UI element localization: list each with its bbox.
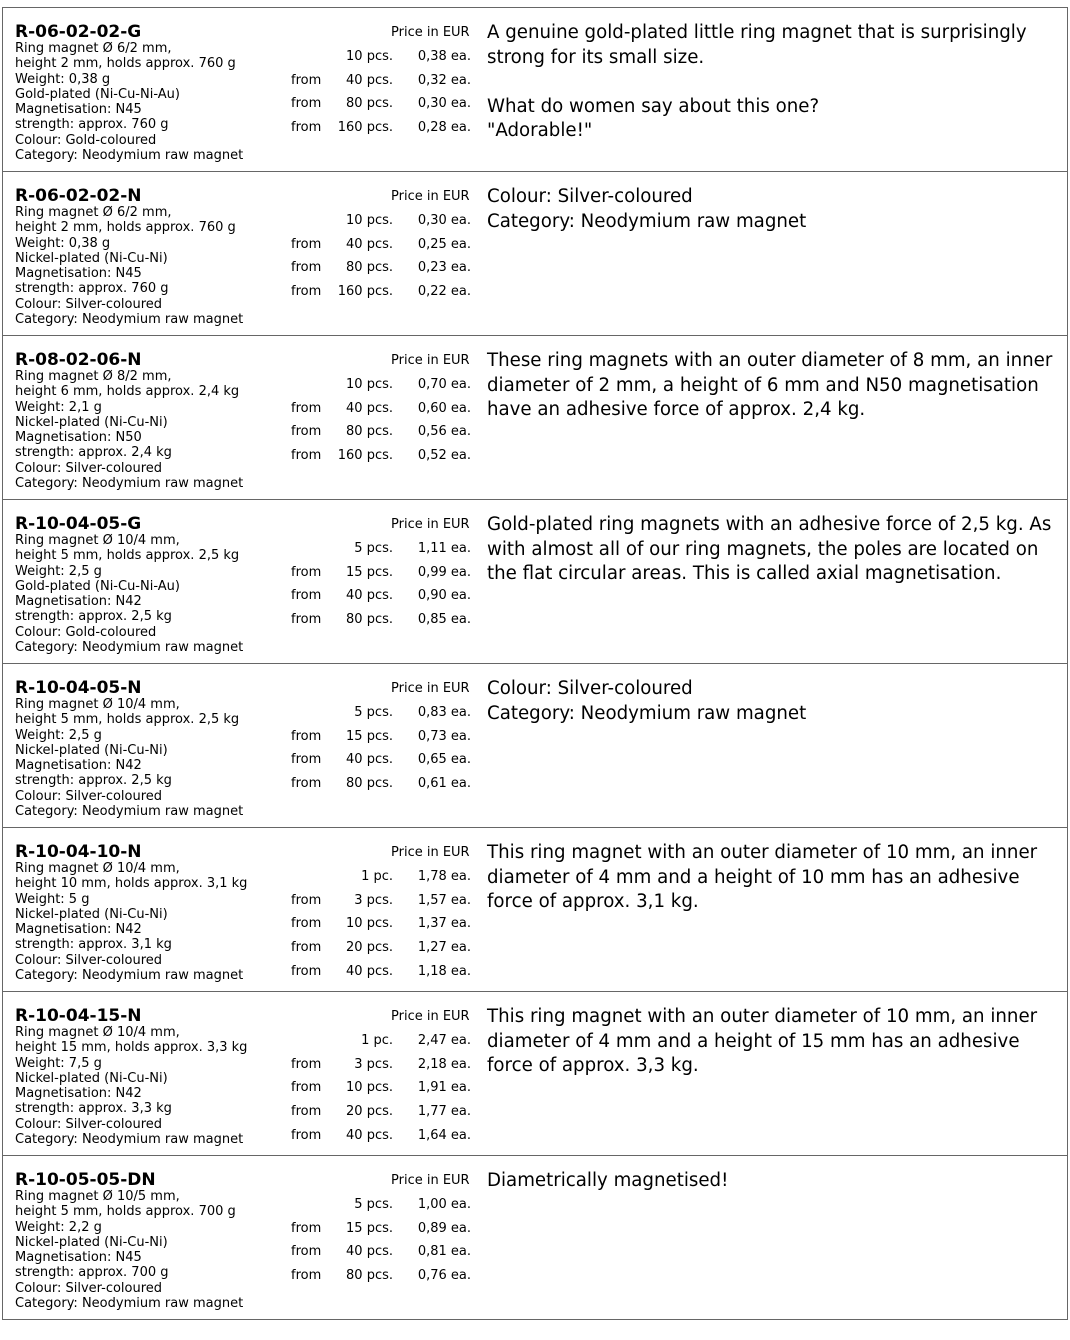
spec-line: strength: approx. 2,5 kg	[15, 609, 172, 625]
product-description	[487, 677, 1059, 726]
spec-line: Ring magnet Ø 10/4 mm,	[15, 1025, 180, 1040]
description-paragraph: This ring magnet with an outer diameter of 10 mm, an inner diameter of 4 mm and a height of 10 mm has an adhesive force of approx. 3,1 kg.	[487, 842, 1038, 912]
tier-from-label: from	[291, 612, 322, 628]
price-header: Price in EUR	[391, 1173, 470, 1188]
spec-line: strength: approx. 3,1 kg	[15, 937, 172, 953]
spec-line: height 5 mm, holds approx. 700 g	[15, 1204, 236, 1220]
tier-quantity: 80 pcs.	[346, 96, 393, 112]
product-sku: R-10-04-05-N	[15, 678, 142, 698]
tier-quantity: 40 pcs.	[346, 588, 393, 604]
price-tier	[291, 1221, 471, 1245]
spec-line: strength: approx. 760 g	[15, 117, 169, 133]
spec-line: height 2 mm, holds approx. 760 g	[15, 56, 236, 72]
tier-quantity: 10 pcs.	[346, 1080, 393, 1096]
tier-unit-price: 2,18 ea.	[417, 1056, 471, 1072]
tier-unit-price: 0,56 ea.	[417, 424, 471, 440]
spec-line: height 2 mm, holds approx. 760 g	[15, 220, 236, 236]
price-tier	[291, 448, 471, 472]
price-tier	[291, 541, 471, 565]
spec-line: Ring magnet Ø 6/2 mm,	[15, 41, 172, 56]
product-row	[3, 172, 1067, 336]
description-paragraph: A genuine gold-plated little ring magnet that is surprisingly strong for its small size.	[487, 22, 1027, 68]
tier-quantity: 160 pcs.	[337, 448, 393, 464]
spec-line: height 10 mm, holds approx. 3,1 kg	[15, 876, 248, 892]
product-sku: R-10-04-05-G	[15, 514, 142, 534]
spec-line: Weight: 2,2 g	[15, 1219, 102, 1235]
price-tier	[291, 284, 471, 308]
tier-from-label: from	[291, 236, 322, 252]
product-specs	[15, 1189, 243, 1311]
description-paragraph: Colour: Silver-coloured	[487, 186, 693, 207]
tier-unit-price: 1,11 ea.	[417, 541, 471, 556]
spec-line: Weight: 2,5 g	[15, 727, 102, 743]
tier-from-label: from	[291, 892, 322, 908]
spec-line: height 5 mm, holds approx. 2,5 kg	[15, 712, 240, 728]
tier-unit-price: 0,81 ea.	[417, 1244, 471, 1260]
tier-quantity: 40 pcs.	[346, 752, 393, 768]
spec-line: strength: approx. 700 g	[15, 1265, 169, 1281]
spec-line: strength: approx. 760 g	[15, 281, 169, 297]
description-paragraph	[487, 70, 1059, 95]
spec-line: Weight: 2,1 g	[15, 399, 102, 415]
tier-quantity: 5 pcs.	[354, 1197, 393, 1212]
price-tier	[291, 1268, 471, 1292]
price-tier	[291, 1033, 471, 1057]
price-tier	[291, 776, 471, 800]
spec-line: Magnetisation: N42	[15, 758, 142, 774]
tier-quantity: 80 pcs.	[346, 260, 393, 276]
price-tier	[291, 893, 471, 917]
spec-line: Category: Neodymium raw magnet	[15, 312, 244, 328]
spec-line: strength: approx. 3,3 kg	[15, 1101, 172, 1117]
description-paragraph: This ring magnet with an outer diameter of 10 mm, an inner diameter of 4 mm and a height of 15 mm has an adhesive force of approx. 3,3 kg.	[487, 1006, 1038, 1076]
tier-unit-price: 1,77 ea.	[417, 1104, 471, 1120]
price-tier	[291, 73, 471, 97]
product-sku: R-10-05-05-DN	[15, 1170, 156, 1190]
product-description	[487, 1169, 1059, 1194]
product-sku: R-06-02-02-N	[15, 186, 142, 206]
product-row	[3, 828, 1067, 992]
price-tier	[291, 1128, 471, 1152]
tier-quantity: 40 pcs.	[346, 963, 393, 979]
price-tiers	[291, 377, 471, 472]
tier-from-label: from	[291, 916, 322, 932]
tier-from-label: from	[291, 776, 322, 792]
spec-line: Gold-plated (Ni-Cu-Ni-Au)	[15, 578, 180, 594]
product-description	[487, 513, 1059, 587]
tier-unit-price: 1,57 ea.	[417, 892, 471, 908]
tier-unit-price: 0,22 ea.	[417, 284, 471, 300]
tier-unit-price: 1,64 ea.	[417, 1127, 471, 1143]
spec-line: Category: Neodymium raw magnet	[15, 476, 244, 492]
tier-unit-price: 0,85 ea.	[417, 612, 471, 628]
price-tier	[291, 729, 471, 753]
spec-line: Magnetisation: N50	[15, 430, 142, 446]
tier-quantity: 80 pcs.	[346, 424, 393, 440]
tier-from-label: from	[291, 120, 322, 136]
tier-unit-price: 0,73 ea.	[417, 728, 471, 744]
spec-line: Weight: 0,38 g	[15, 235, 111, 251]
tier-from-label: from	[291, 424, 322, 440]
price-tiers	[291, 213, 471, 308]
spec-line: Colour: Silver-coloured	[15, 788, 163, 804]
spec-line: Weight: 0,38 g	[15, 71, 111, 87]
tier-unit-price: 1,78 ea.	[417, 869, 471, 884]
price-tier	[291, 565, 471, 589]
tier-quantity: 10 pcs.	[346, 49, 393, 64]
tier-unit-price: 0,32 ea.	[417, 72, 471, 88]
spec-line: Weight: 5 g	[15, 891, 90, 907]
tier-from-label: from	[291, 1244, 322, 1260]
tier-unit-price: 0,60 ea.	[417, 400, 471, 416]
product-row	[3, 992, 1067, 1156]
tier-quantity: 40 pcs.	[346, 236, 393, 252]
spec-line: Colour: Gold-coloured	[15, 624, 157, 640]
tier-from-label: from	[291, 728, 322, 744]
description-paragraph: Colour: Silver-coloured	[487, 678, 693, 699]
tier-quantity: 80 pcs.	[346, 776, 393, 792]
tier-quantity: 10 pcs.	[346, 213, 393, 228]
price-tiers	[291, 1033, 471, 1151]
tier-quantity: 3 pcs.	[354, 1056, 393, 1072]
spec-line: Category: Neodymium raw magnet	[15, 804, 244, 820]
tier-from-label: from	[291, 588, 322, 604]
tier-quantity: 1 pc.	[361, 1033, 393, 1048]
spec-line: Nickel-plated (Ni-Cu-Ni)	[15, 414, 168, 430]
product-description	[487, 185, 1059, 234]
tier-quantity: 40 pcs.	[346, 400, 393, 416]
price-tier	[291, 869, 471, 893]
tier-from-label: from	[291, 1268, 322, 1284]
tier-from-label: from	[291, 1127, 322, 1143]
tier-from-label: from	[291, 963, 322, 979]
price-tiers	[291, 49, 471, 144]
product-sku: R-10-04-15-N	[15, 1006, 142, 1026]
spec-line: Nickel-plated (Ni-Cu-Ni)	[15, 1234, 168, 1250]
tier-unit-price: 1,00 ea.	[417, 1197, 471, 1212]
product-catalog	[2, 7, 1068, 1320]
spec-line: Magnetisation: N45	[15, 266, 142, 282]
tier-quantity: 5 pcs.	[354, 705, 393, 720]
spec-line: Ring magnet Ø 10/4 mm,	[15, 697, 180, 712]
tier-from-label: from	[291, 1056, 322, 1072]
spec-line: Colour: Silver-coloured	[15, 1280, 163, 1296]
tier-unit-price: 1,18 ea.	[417, 963, 471, 979]
price-tier	[291, 120, 471, 144]
spec-line: Category: Neodymium raw magnet	[15, 968, 244, 984]
product-sku: R-06-02-02-G	[15, 22, 142, 42]
price-header: Price in EUR	[391, 517, 470, 532]
tier-from-label: from	[291, 72, 322, 88]
description-paragraph: "Adorable!"	[487, 120, 593, 141]
spec-line: Magnetisation: N42	[15, 922, 142, 938]
tier-quantity: 15 pcs.	[346, 728, 393, 744]
spec-line: height 5 mm, holds approx. 2,5 kg	[15, 548, 240, 564]
tier-unit-price: 0,83 ea.	[417, 705, 471, 720]
product-row	[3, 1156, 1067, 1320]
product-description	[487, 349, 1059, 423]
product-specs	[15, 205, 243, 327]
tier-unit-price: 0,90 ea.	[417, 588, 471, 604]
tier-from-label: from	[291, 1220, 322, 1236]
product-specs	[15, 369, 243, 491]
tier-unit-price: 0,23 ea.	[417, 260, 471, 276]
tier-quantity: 15 pcs.	[346, 1220, 393, 1236]
price-tier	[291, 96, 471, 120]
price-tiers	[291, 705, 471, 800]
spec-line: Ring magnet Ø 10/4 mm,	[15, 533, 180, 548]
spec-line: Colour: Gold-coloured	[15, 132, 157, 148]
tier-from-label: from	[291, 940, 322, 956]
price-header: Price in EUR	[391, 189, 470, 204]
price-tier	[291, 260, 471, 284]
price-header: Price in EUR	[391, 353, 470, 368]
product-row	[3, 336, 1067, 500]
spec-line: Category: Neodymium raw magnet	[15, 640, 244, 656]
spec-line: Nickel-plated (Ni-Cu-Ni)	[15, 742, 168, 758]
product-specs	[15, 1025, 247, 1147]
tier-from-label: from	[291, 1104, 322, 1120]
spec-line: Magnetisation: N42	[15, 1086, 142, 1102]
tier-from-label: from	[291, 96, 322, 112]
price-tiers	[291, 541, 471, 636]
description-paragraph: These ring magnets with an outer diameter of 8 mm, an inner diameter of 2 mm, a height of 6 mm and N50 magnetisation have an adhesive force of approx. 2,4 kg.	[487, 350, 1053, 420]
price-tiers	[291, 869, 471, 987]
price-tier	[291, 401, 471, 425]
spec-line: Weight: 2,5 g	[15, 563, 102, 579]
tier-unit-price: 2,47 ea.	[417, 1033, 471, 1048]
product-row	[3, 664, 1067, 828]
tier-quantity: 1 pc.	[361, 869, 393, 884]
spec-line: Colour: Silver-coloured	[15, 1116, 163, 1132]
tier-quantity: 40 pcs.	[346, 1127, 393, 1143]
price-tier	[291, 1080, 471, 1104]
product-description	[487, 21, 1059, 144]
tier-unit-price: 0,25 ea.	[417, 236, 471, 252]
tier-quantity: 80 pcs.	[346, 1268, 393, 1284]
tier-quantity: 40 pcs.	[346, 72, 393, 88]
tier-unit-price: 0,28 ea.	[417, 120, 471, 136]
spec-line: Category: Neodymium raw magnet	[15, 148, 244, 164]
spec-line: Colour: Silver-coloured	[15, 296, 163, 312]
description-paragraph: Gold-plated ring magnets with an adhesive force of 2,5 kg. As with almost all of our ring magnets, the poles are located on the flat circular areas. This is called axial magnetisation.	[487, 514, 1052, 584]
tier-unit-price: 0,61 ea.	[417, 776, 471, 792]
price-tiers	[291, 1197, 471, 1292]
tier-unit-price: 0,30 ea.	[417, 96, 471, 112]
tier-unit-price: 0,65 ea.	[417, 752, 471, 768]
spec-line: strength: approx. 2,5 kg	[15, 773, 172, 789]
spec-line: Gold-plated (Ni-Cu-Ni-Au)	[15, 86, 180, 102]
price-tier	[291, 705, 471, 729]
spec-line: Nickel-plated (Ni-Cu-Ni)	[15, 250, 168, 266]
tier-quantity: 5 pcs.	[354, 541, 393, 556]
price-tier	[291, 964, 471, 988]
tier-quantity: 20 pcs.	[346, 1104, 393, 1120]
tier-quantity: 10 pcs.	[346, 377, 393, 392]
tier-unit-price: 1,37 ea.	[417, 916, 471, 932]
product-sku: R-08-02-06-N	[15, 350, 142, 370]
tier-quantity: 160 pcs.	[337, 120, 393, 136]
spec-line: Magnetisation: N45	[15, 102, 142, 118]
product-row	[3, 500, 1067, 664]
price-tier	[291, 1197, 471, 1221]
spec-line: Ring magnet Ø 8/2 mm,	[15, 369, 172, 384]
tier-from-label: from	[291, 284, 322, 300]
tier-quantity: 10 pcs.	[346, 916, 393, 932]
spec-line: Colour: Silver-coloured	[15, 460, 163, 476]
spec-line: Nickel-plated (Ni-Cu-Ni)	[15, 906, 168, 922]
tier-from-label: from	[291, 1080, 322, 1096]
tier-from-label: from	[291, 260, 322, 276]
spec-line: Magnetisation: N45	[15, 1250, 142, 1266]
tier-quantity: 80 pcs.	[346, 612, 393, 628]
tier-unit-price: 0,52 ea.	[417, 448, 471, 464]
price-tier	[291, 916, 471, 940]
price-tier	[291, 424, 471, 448]
spec-line: Nickel-plated (Ni-Cu-Ni)	[15, 1070, 168, 1086]
price-tier	[291, 1104, 471, 1128]
spec-line: strength: approx. 2,4 kg	[15, 445, 172, 461]
tier-quantity: 20 pcs.	[346, 940, 393, 956]
product-row	[3, 8, 1067, 172]
price-tier	[291, 49, 471, 73]
tier-from-label: from	[291, 564, 322, 580]
price-header: Price in EUR	[391, 845, 470, 860]
tier-unit-price: 0,70 ea.	[417, 377, 471, 392]
tier-unit-price: 1,27 ea.	[417, 940, 471, 956]
price-tier	[291, 1244, 471, 1268]
price-header: Price in EUR	[391, 25, 470, 40]
product-specs	[15, 697, 243, 819]
product-description	[487, 1005, 1059, 1079]
product-specs	[15, 533, 243, 655]
description-paragraph: Diametrically magnetised!	[487, 1170, 729, 1191]
price-header: Price in EUR	[391, 1009, 470, 1024]
description-paragraph: Category: Neodymium raw magnet	[487, 210, 807, 232]
tier-from-label: from	[291, 400, 322, 416]
price-tier	[291, 213, 471, 237]
spec-line: height 15 mm, holds approx. 3,3 kg	[15, 1040, 248, 1056]
tier-quantity: 15 pcs.	[346, 564, 393, 580]
price-tier	[291, 237, 471, 261]
product-specs	[15, 41, 243, 163]
product-description	[487, 841, 1059, 915]
spec-line: height 6 mm, holds approx. 2,4 kg	[15, 384, 240, 400]
tier-quantity: 3 pcs.	[354, 892, 393, 908]
description-paragraph: Category: Neodymium raw magnet	[487, 702, 807, 724]
tier-from-label: from	[291, 448, 322, 464]
tier-unit-price: 1,91 ea.	[417, 1080, 471, 1096]
price-tier	[291, 588, 471, 612]
spec-line: Magnetisation: N42	[15, 594, 142, 610]
tier-unit-price: 0,30 ea.	[417, 213, 471, 228]
spec-line: Ring magnet Ø 10/4 mm,	[15, 861, 180, 876]
price-tier	[291, 752, 471, 776]
spec-line: Category: Neodymium raw magnet	[15, 1296, 244, 1312]
product-specs	[15, 861, 247, 983]
tier-from-label: from	[291, 752, 322, 768]
tier-unit-price: 0,89 ea.	[417, 1220, 471, 1236]
product-sku: R-10-04-10-N	[15, 842, 142, 862]
tier-unit-price: 0,76 ea.	[417, 1268, 471, 1284]
spec-line: Colour: Silver-coloured	[15, 952, 163, 968]
price-header: Price in EUR	[391, 681, 470, 696]
spec-line: Weight: 7,5 g	[15, 1055, 102, 1071]
tier-unit-price: 0,99 ea.	[417, 564, 471, 580]
tier-quantity: 40 pcs.	[346, 1244, 393, 1260]
tier-unit-price: 0,38 ea.	[417, 49, 471, 64]
description-paragraph: What do women say about this one?	[487, 95, 820, 117]
price-tier	[291, 940, 471, 964]
tier-quantity: 160 pcs.	[337, 284, 393, 300]
price-tier	[291, 377, 471, 401]
spec-line: Category: Neodymium raw magnet	[15, 1132, 244, 1148]
spec-line: Ring magnet Ø 10/5 mm,	[15, 1189, 180, 1204]
spec-line: Ring magnet Ø 6/2 mm,	[15, 205, 172, 220]
price-tier	[291, 1057, 471, 1081]
price-tier	[291, 612, 471, 636]
